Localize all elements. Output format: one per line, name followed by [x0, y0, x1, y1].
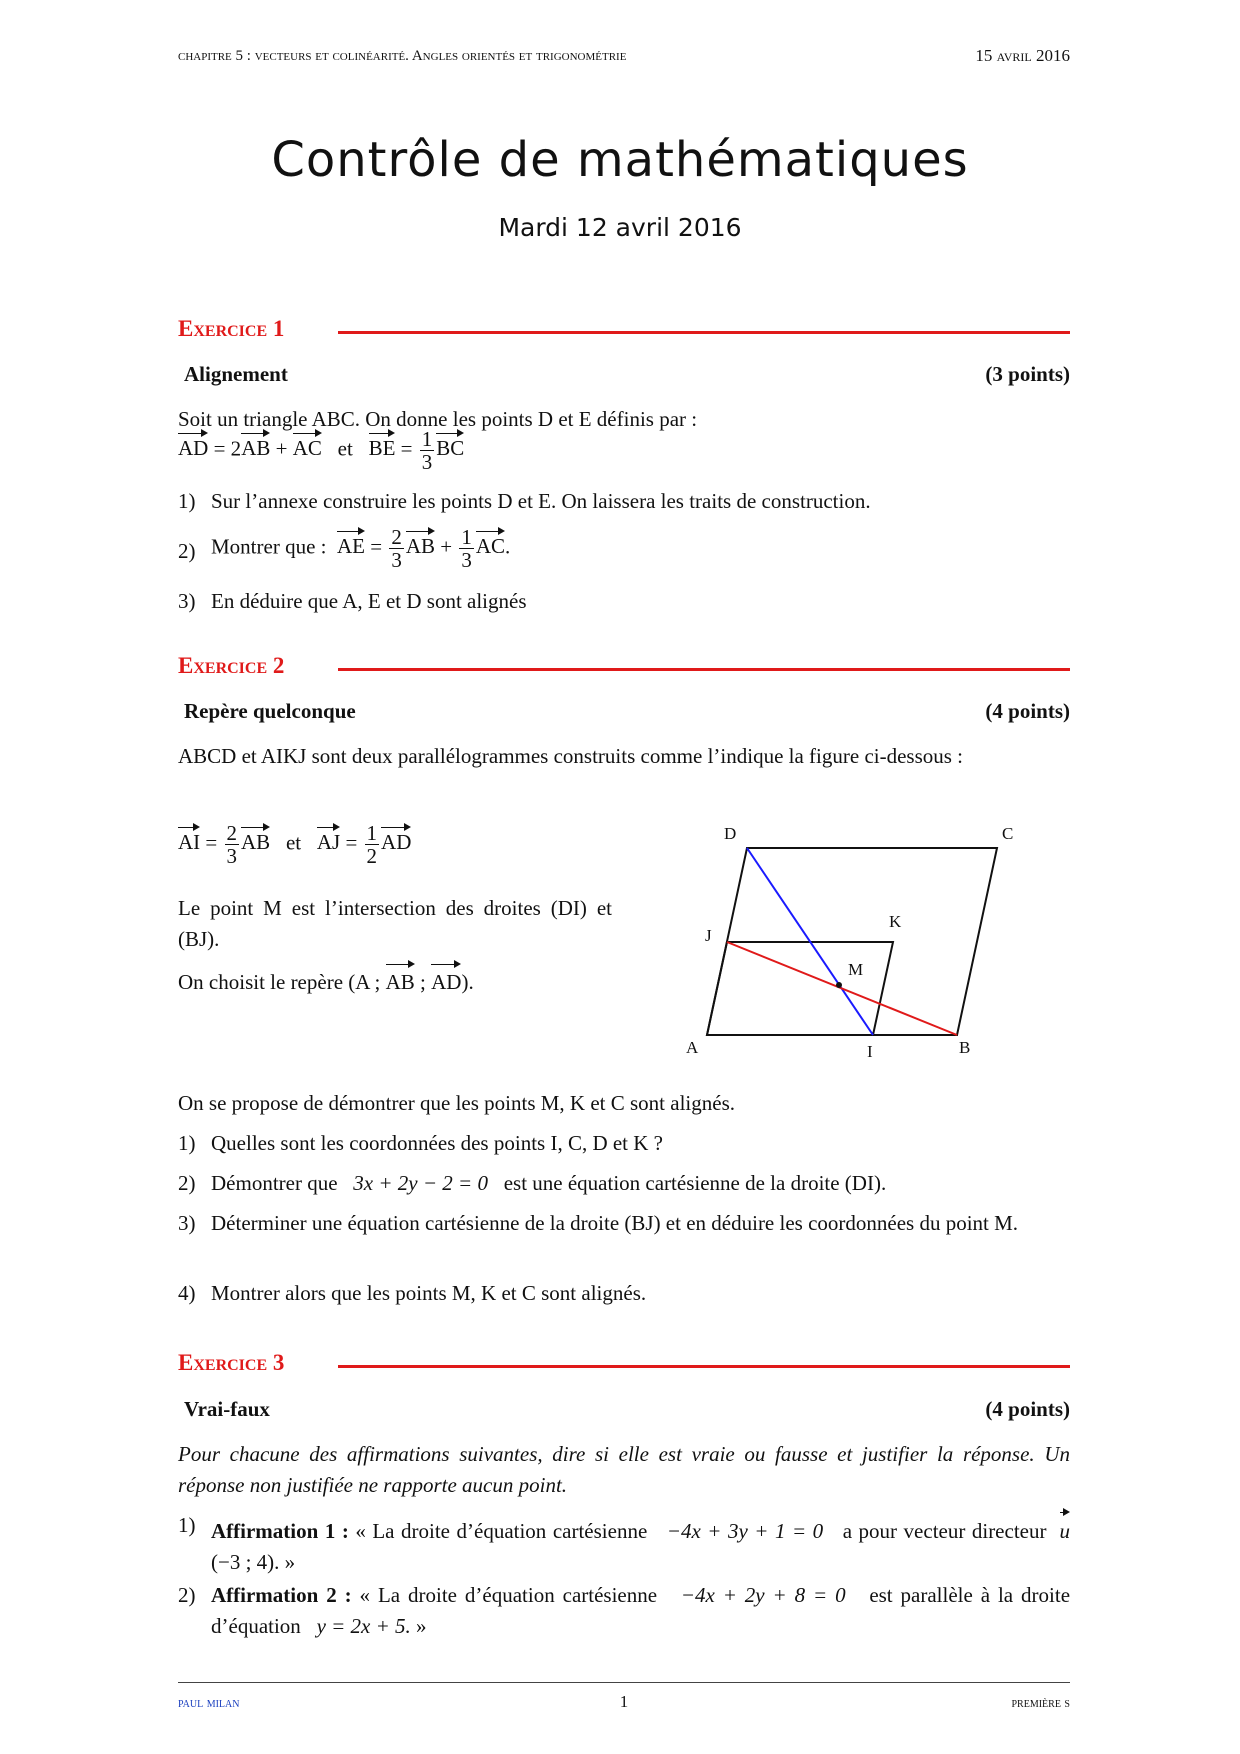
label-i: I — [867, 1042, 873, 1061]
vector-ad: AD — [178, 431, 208, 459]
fraction-one-half: $\frac{1}{2}$ — [366, 821, 378, 868]
line-bj — [727, 942, 957, 1035]
figure-svg — [670, 810, 1070, 1070]
exercise-2-subtitle: Repère quelconque — [184, 699, 356, 723]
exercise-3-name: Exercice 3 — [178, 1350, 285, 1375]
def-eq2: = — [400, 436, 413, 461]
exercise-1-rule — [338, 331, 1070, 334]
exercise-1-subtitle: Alignement — [184, 362, 288, 386]
equation-affirmation-1: −4x + 3y + 1 = 0 — [666, 1519, 824, 1543]
equation-affirmation-2: −4x + 2y + 8 = 0 — [680, 1583, 846, 1607]
page-subtitle: Mardi 12 avril 2016 — [498, 213, 742, 242]
fraction-two-thirds: $\frac{2}{3}$ — [391, 525, 402, 572]
header-date: 15 avril 2016 — [975, 46, 1070, 65]
exercise-2-heading — [178, 653, 1070, 687]
exercise-1-subheading — [184, 362, 1070, 387]
vector-u: u — [1060, 1510, 1071, 1547]
label-m: M — [848, 960, 864, 979]
fraction-two-thirds: $\frac{2}{3}$ — [226, 821, 238, 868]
exercise-3-points: (4 points) — [985, 1397, 1070, 1421]
exercise-2-intro: ABCD et AIKJ sont deux parallélogrammes construits comme l’indique la figure ci-dessous : — [178, 744, 964, 768]
footer-rule — [178, 1682, 1070, 1683]
exercise-2-name: Exercice 2 — [178, 653, 285, 678]
point-m — [836, 982, 842, 988]
label-a: A — [686, 1038, 699, 1057]
fraction-one-third: $\frac{1}{3}$ — [421, 427, 433, 474]
footer-class: première s — [1011, 1696, 1070, 1711]
exercise-2-lead: On se propose de démontrer que les points M, K et C sont alignés. — [178, 1091, 735, 1115]
fraction-one-third: $\frac{1}{3}$ — [461, 525, 472, 572]
footer-author: paul milan — [178, 1696, 240, 1711]
page-number: 1 — [619, 1692, 629, 1711]
exercise-3-intro: Pour chacune des affirmations suivantes, dire si elle est vraie ou fausse et justifier la réponse. Un réponse non justifiée ne rapporte aucun point. — [178, 1442, 1070, 1497]
label-k: K — [889, 912, 902, 931]
exercise-2-rule — [338, 668, 1070, 671]
vector-aj: AJ — [317, 825, 340, 853]
exercise-3-subheading — [184, 1397, 1070, 1422]
exercise-2-repere: On choisit le repère (A ; AB ; AD). — [178, 962, 628, 996]
vector-ae: AE — [337, 529, 365, 557]
exercise-2-subheading — [184, 699, 1070, 724]
def-eq: = 2 — [213, 436, 242, 461]
label-c: C — [1002, 824, 1014, 843]
exercise-2-definition: AI = $\frac{2}{3}$ AB et AJ = $\frac{1}{2}$ AD — [178, 821, 412, 868]
vector-ab: AB — [241, 431, 270, 459]
label-d: D — [724, 824, 737, 843]
exercise-1-heading — [178, 316, 1070, 350]
chapter-title: chapitre 5 : vecteurs et colinéarité. Angles orientés et trigonométrie — [178, 48, 627, 64]
equation-di: 3x + 2y − 2 = 0 — [353, 1171, 488, 1195]
def-et: et — [337, 436, 353, 461]
exercise-1-definition — [178, 428, 1070, 473]
def-plus: + — [275, 436, 288, 461]
exercise-3-subtitle: Vrai-faux — [184, 1397, 270, 1421]
vector-bc: BC — [436, 431, 464, 459]
parallelogram-aikj — [707, 942, 893, 1035]
label-j: J — [705, 926, 712, 945]
page-title: Contrôle de mathématiques — [271, 132, 969, 188]
exercise-1-intro: Soit un triangle ABC. On donne les points D et E définis par : — [178, 407, 698, 431]
vector-ai: AI — [178, 825, 200, 853]
exercise-2-point-m: Le point M est l’intersection des droites (DI) et (BJ). — [178, 896, 612, 951]
exercise-2-points: (4 points) — [985, 699, 1070, 723]
label-b: B — [959, 1038, 971, 1057]
parallelogram-figure — [670, 810, 1070, 1070]
vector-ac: AC — [293, 431, 322, 459]
vector-be: BE — [369, 431, 396, 459]
page-header — [178, 48, 1070, 65]
exercise-3-heading — [178, 1350, 1070, 1384]
exercise-1-points: (3 points) — [985, 362, 1070, 386]
exercise-3-rule — [338, 1365, 1070, 1368]
exercise-1-name: Exercice 1 — [178, 316, 285, 341]
